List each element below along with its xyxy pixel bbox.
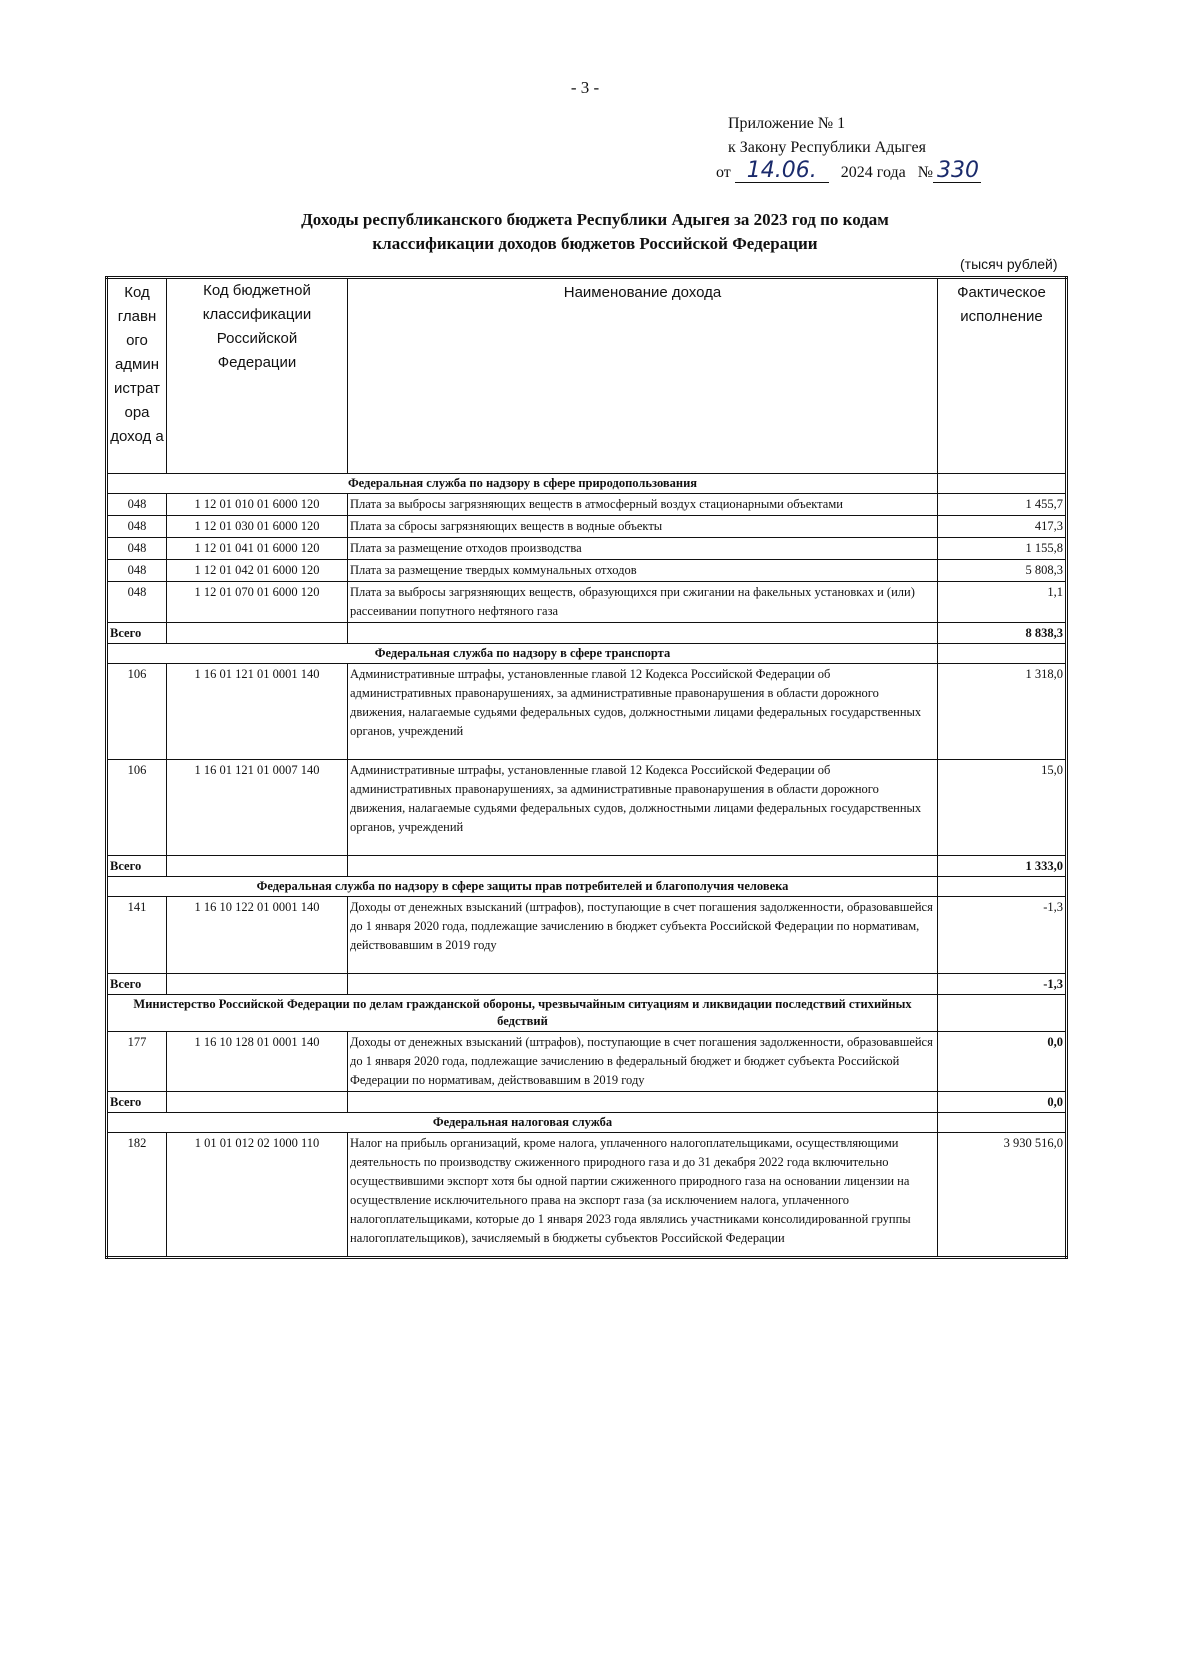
header-kbk: Код бюджетной классификации Российской Федерации: [167, 278, 348, 474]
amount-cell: 1 455,7: [938, 494, 1067, 516]
income-name-cell: Налог на прибыль организаций, кроме налога, уплаченного налогоплательщиками, осуществляющими деятельность по производству сжиженного природного газа и до 31 декабря 2022 года включительно осуществившими экспорт хотя бы одной партии сжиженного природного газа на основании лицензии на осуществление исключительного права на экспорт газа (за исключением налога, уплаченного налогоплательщиками, которые до 1 января 2023 года являлись участниками консолидированной группы налогоплательщиков), зачисляемый в бюджеты субъектов Российской Федерации: [348, 1133, 938, 1258]
table-row: [107, 897, 1067, 974]
admin-code-cell: 182: [107, 1133, 167, 1258]
income-name-cell: Плата за размещение твердых коммунальных отходов: [348, 560, 938, 582]
amount-cell: -1,3: [938, 897, 1067, 974]
section-title: Министерство Российской Федерации по делам гражданской обороны, чрезвычайным ситуациям и ликвидации последствий стихийных бедствий: [107, 995, 938, 1032]
income-name-cell: Административные штрафы, установленные главой 12 Кодекса Российской Федерации об административных правонарушениях, за административные правонарушения в области дорожного движения, налагаемые судьями федеральных судов, должностными лицами федеральных государственных органов, учреждений: [348, 760, 938, 856]
section-title: Федеральная служба по надзору в сфере транспорта: [107, 644, 938, 664]
title-line-2: классификации доходов бюджетов Российской Федерации: [372, 234, 818, 253]
section-header-row: [107, 474, 1067, 494]
amount-cell: 417,3: [938, 516, 1067, 538]
income-name-cell: Административные штрафы, установленные главой 12 Кодекса Российской Федерации об административных правонарушениях, за административные правонарушения в области дорожного движения, налагаемые судьями федеральных судов, должностными лицами федеральных государственных органов, учреждений: [348, 664, 938, 760]
total-row: [107, 1092, 1067, 1113]
document-title: [190, 208, 1000, 256]
income-name-cell: Доходы от денежных взысканий (штрафов), поступающие в счет погашения задолженности, образовавшейся до 1 января 2020 года, подлежащие зачислению в федеральный бюджет и бюджет субъекта Российской Федерации по нормативам, действовавшим в 2019 году: [348, 1032, 938, 1092]
header-income-name: Наименование дохода: [348, 278, 938, 474]
number-label: №: [917, 164, 933, 181]
kbk-code-cell: 1 16 01 121 01 0001 140: [167, 664, 348, 760]
appendix-line-1: Приложение № 1: [728, 115, 846, 132]
amount-cell: 1,1: [938, 582, 1067, 623]
total-amount: 8 838,3: [938, 623, 1067, 644]
section-header-row: [107, 877, 1067, 897]
header-admin-code: Код главн ого админ истрат ора доход а: [107, 278, 167, 474]
admin-code-cell: 106: [107, 664, 167, 760]
total-empty-cell: [348, 623, 938, 644]
admin-code-cell: 177: [107, 1032, 167, 1092]
amount-cell: 15,0: [938, 760, 1067, 856]
table-row: [107, 538, 1067, 560]
handwritten-number: 330: [933, 160, 981, 183]
total-empty-cell: [167, 623, 348, 644]
total-row: [107, 974, 1067, 995]
table-row: [107, 664, 1067, 760]
admin-code-cell: 048: [107, 538, 167, 560]
kbk-code-cell: 1 12 01 041 01 6000 120: [167, 538, 348, 560]
income-name-cell: Плата за размещение отходов производства: [348, 538, 938, 560]
section-empty-cell: [938, 474, 1067, 494]
kbk-code-cell: 1 12 01 030 01 6000 120: [167, 516, 348, 538]
section-empty-cell: [938, 877, 1067, 897]
appendix-line-3: [716, 160, 981, 185]
appendix-line-2: к Закону Республики Адыгея: [728, 139, 926, 156]
table-row: [107, 494, 1067, 516]
section-header-row: [107, 995, 1067, 1032]
total-label: Всего: [107, 1092, 167, 1113]
income-table: [105, 276, 1068, 1259]
section-title: Федеральная налоговая служба: [107, 1113, 938, 1133]
total-empty-cell: [348, 856, 938, 877]
header-actual-execution: Фактическое исполнение: [938, 278, 1067, 474]
table-row: [107, 1133, 1067, 1258]
section-empty-cell: [938, 644, 1067, 664]
kbk-code-cell: 1 16 10 128 01 0001 140: [167, 1032, 348, 1092]
amount-cell: 1 318,0: [938, 664, 1067, 760]
amount-cell: 5 808,3: [938, 560, 1067, 582]
appendix-block: [716, 112, 981, 185]
total-empty-cell: [167, 1092, 348, 1113]
total-empty-cell: [348, 1092, 938, 1113]
section-title: Федеральная служба по надзору в сфере природопользования: [107, 474, 938, 494]
from-label: от: [716, 164, 731, 181]
table-body: [107, 474, 1067, 1258]
kbk-code-cell: 1 12 01 010 01 6000 120: [167, 494, 348, 516]
total-row: [107, 623, 1067, 644]
income-name-cell: Плата за сбросы загрязняющих веществ в водные объекты: [348, 516, 938, 538]
kbk-code-cell: 1 16 01 121 01 0007 140: [167, 760, 348, 856]
table-row: [107, 560, 1067, 582]
section-header-row: [107, 1113, 1067, 1133]
table-row: [107, 516, 1067, 538]
kbk-code-cell: 1 16 10 122 01 0001 140: [167, 897, 348, 974]
amount-cell: 1 155,8: [938, 538, 1067, 560]
admin-code-cell: 141: [107, 897, 167, 974]
total-amount: -1,3: [938, 974, 1067, 995]
section-title: Федеральная служба по надзору в сфере защиты прав потребителей и благополучия человека: [107, 877, 938, 897]
table-row: [107, 1032, 1067, 1092]
section-empty-cell: [938, 995, 1067, 1032]
total-row: [107, 856, 1067, 877]
title-line-1: Доходы республиканского бюджета Республики Адыгея за 2023 год по кодам: [301, 210, 889, 229]
kbk-code-cell: 1 12 01 070 01 6000 120: [167, 582, 348, 623]
amount-cell: 3 930 516,0: [938, 1133, 1067, 1258]
table-row: [107, 582, 1067, 623]
income-name-cell: Доходы от денежных взысканий (штрафов), поступающие в счет погашения задолженности, образовавшейся до 1 января 2020 года, подлежащие зачислению в бюджет субъекта Российской Федерации по нормативам, действовавшим в 2019 году: [348, 897, 938, 974]
income-name-cell: Плата за выбросы загрязняющих веществ, образующихся при сжигании на факельных установках и (или) рассеивании попутного нефтяного газа: [348, 582, 938, 623]
section-empty-cell: [938, 1113, 1067, 1133]
admin-code-cell: 106: [107, 760, 167, 856]
total-empty-cell: [348, 974, 938, 995]
admin-code-cell: 048: [107, 516, 167, 538]
handwritten-date: 14.06.: [735, 160, 829, 183]
admin-code-cell: 048: [107, 582, 167, 623]
admin-code-cell: 048: [107, 494, 167, 516]
total-label: Всего: [107, 623, 167, 644]
amount-cell: 0,0: [938, 1032, 1067, 1092]
total-empty-cell: [167, 856, 348, 877]
page-number: - 3 -: [570, 78, 600, 97]
total-label: Всего: [107, 856, 167, 877]
section-header-row: [107, 644, 1067, 664]
total-label: Всего: [107, 974, 167, 995]
year-text: 2024 года: [840, 164, 906, 181]
kbk-code-cell: 1 01 01 012 02 1000 110: [167, 1133, 348, 1258]
total-amount: 0,0: [938, 1092, 1067, 1113]
admin-code-cell: 048: [107, 560, 167, 582]
table-row: [107, 760, 1067, 856]
kbk-code-cell: 1 12 01 042 01 6000 120: [167, 560, 348, 582]
units-label: (тысяч рублей): [960, 256, 1058, 272]
table-header-row: [107, 278, 1067, 474]
income-name-cell: Плата за выбросы загрязняющих веществ в атмосферный воздух стационарными объектами: [348, 494, 938, 516]
total-amount: 1 333,0: [938, 856, 1067, 877]
total-empty-cell: [167, 974, 348, 995]
